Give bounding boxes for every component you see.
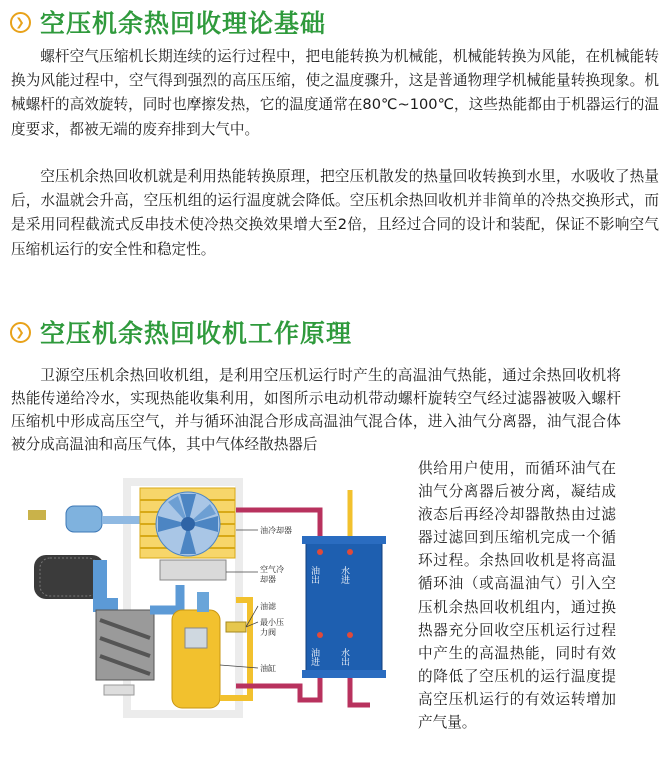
label-oil-filter: 油滤 <box>260 602 276 611</box>
compressor-heat-recovery-diagram <box>0 460 410 760</box>
section1-title-text: 空压机余热回收理论基础 <box>40 9 327 38</box>
label-air-cooler-2: 却器 <box>260 575 276 584</box>
fan-icon <box>156 492 220 556</box>
label-oil-tank: 油缸 <box>260 664 276 673</box>
label-air-cooler-1: 空气冷 <box>260 565 284 574</box>
chevron-right-icon: ❯ <box>10 322 31 343</box>
label-min-pressure-2: 力阀 <box>260 628 276 637</box>
section2-side-paragraph: 供给用户使用，而循环油气在油气分离器后被分离，凝结成液态后再经冷却器散热由过滤器过滤回到压缩机完成一个循环过程。余热回收机是将高温循环油（或高温油气）引入空压机余热回收机组内，通过换热器充分回收空压机运行过程中产生的高温热能，同时有效的降低了空压机的运行温度提高空压机运行的有效运转增加产气量。 <box>418 460 616 732</box>
section2-title <box>10 314 352 350</box>
label-water-out: 水出 <box>339 648 349 666</box>
valve-icon <box>28 510 46 520</box>
label-oil-out-1: 油出 <box>309 566 319 584</box>
section1-paragraph-1: 螺杆空气压缩机长期连续的运行过程中，把电能转换为机械能，机械能转换为风能，在机械能转换为风能过程中，空气得到强烈的高压压缩，使之温度骤升，这是普通物理学机械能量转换现象。机械螺杆的高效旋转，同时也摩擦发热，它的温度通常在80℃~100℃，这些热能都由于机器运行的温度要求，都被无端的废弃排到大气中。 <box>11 48 659 138</box>
section1-title <box>10 4 326 40</box>
label-water-in: 水进 <box>339 566 349 584</box>
section2-title-text: 空压机余热回收机工作原理 <box>40 319 353 348</box>
label-oil-cooler: 油冷却器 <box>260 526 292 535</box>
label-oil-in: 油进 <box>309 648 319 666</box>
label-min-pressure-1: 最小压 <box>260 618 284 627</box>
section1-paragraph-2: 空压机余热回收机就是利用热能转换原理，把空压机散发的热量回收转换到水里，水吸收了热量后，水温就会升高，空压机组的运行温度就会降低。空压机余热回收机并非简单的冷热交换形式，而是采用同程截流式反串技术使冷热交换效果增大至2倍，且经过合同的设计和装配，保证不影响空气压缩机运行的安全性和稳定性。 <box>11 168 659 258</box>
oil-separator-icon <box>172 610 220 708</box>
section2-paragraph-1: 卫源空压机余热回收机组，是利用空压机运行时产生的高温油气热能，通过余热回收机将热能传递给冷水，实现热能收集利用，如图所示电动机带动螺杆旋转空气经过滤器被吸入螺杆压缩机中形成高压空气，并与循环油混合形成高温油气混合体，进入油气分离器，油气混合体被分成高温油和高压气体，其中气体经散热器后 <box>11 367 621 453</box>
chevron-right-icon: ❯ <box>10 12 31 33</box>
